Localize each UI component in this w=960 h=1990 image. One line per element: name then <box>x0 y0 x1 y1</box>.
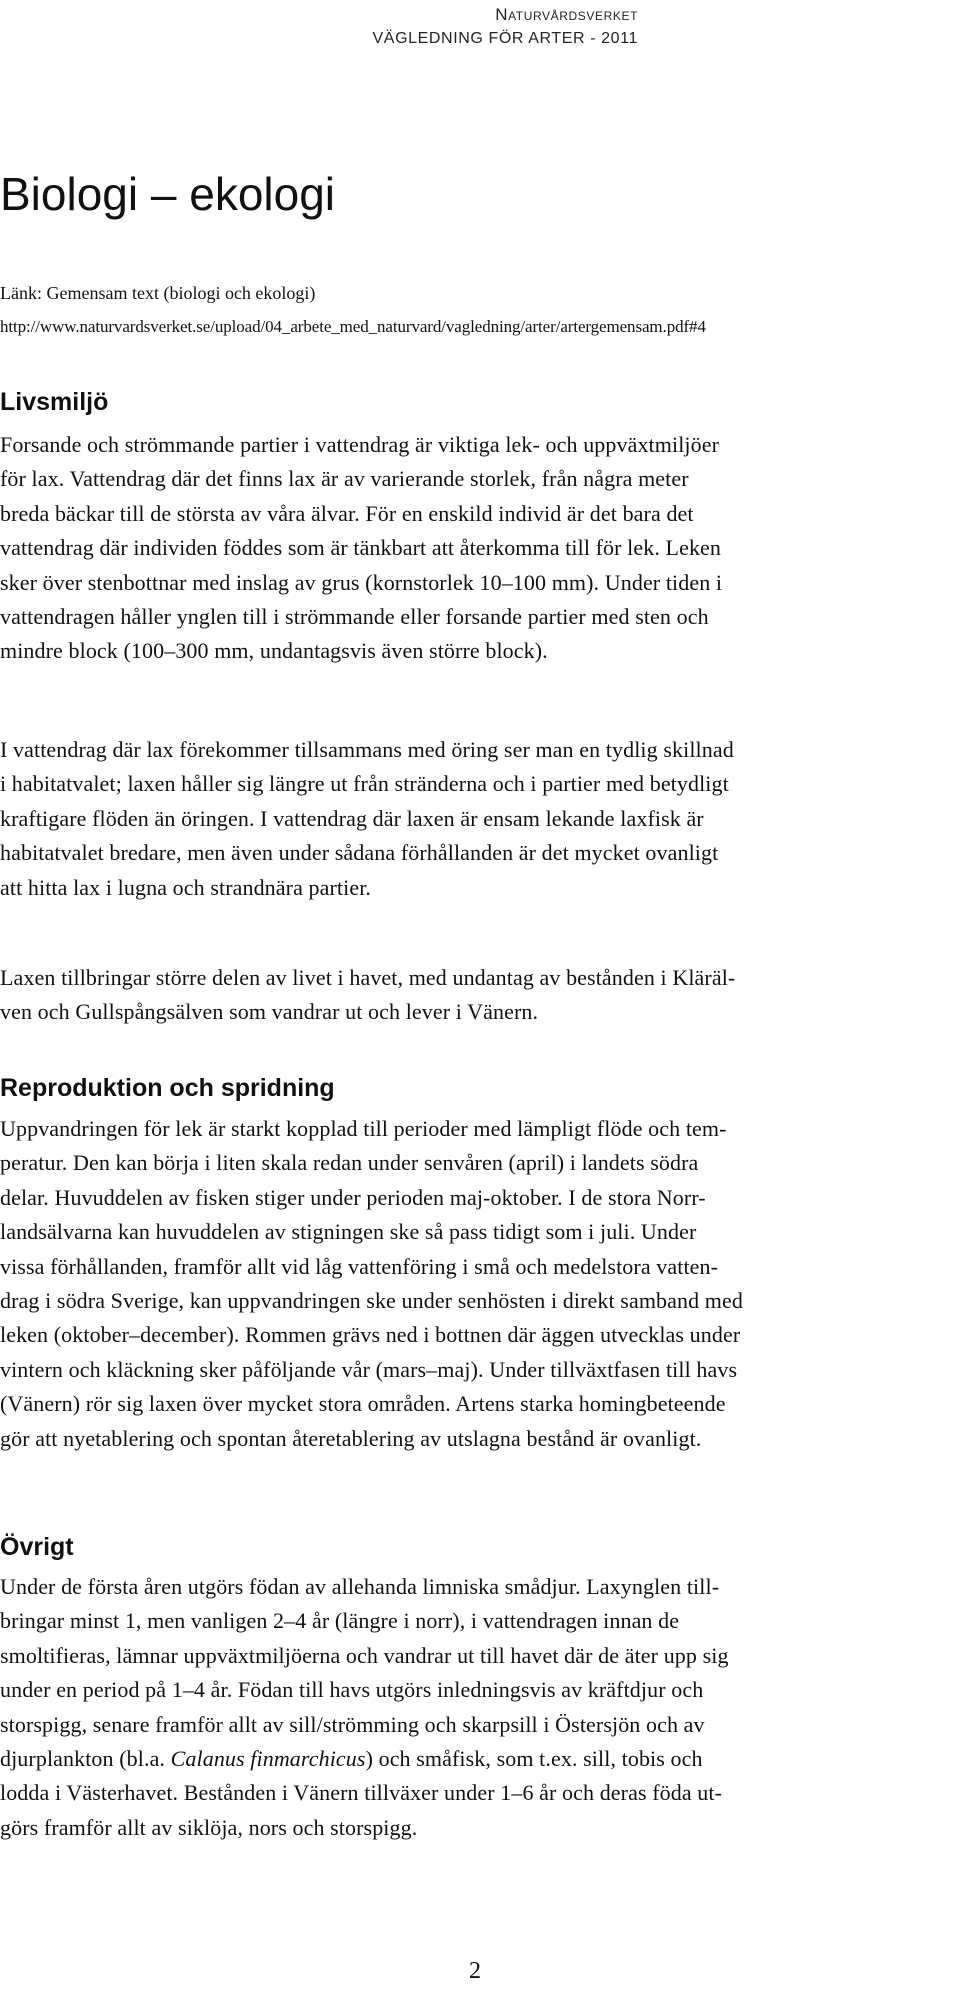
text-line: (Vänern) rör sig laxen över mycket stora områden. Artens starka homingbeteende <box>0 1391 726 1417</box>
text-line: att hitta lax i lugna och strandnära partier. <box>0 874 372 900</box>
text-line: smoltifieras, lämnar uppväxtmiljöerna och vandrar ut till havet där de äter upp sig <box>0 1642 729 1668</box>
text-line: kraftigare flöden än öringen. I vattendrag där laxen är ensam lekande laxfisk är <box>0 805 704 831</box>
text-line: vintern och kläckning sker påföljande vår (mars–maj). Under tillväxtfasen till havs <box>0 1356 738 1382</box>
text-line: Uppvandringen för lek är starkt kopplad till perioder med lämpligt flöde och tem- <box>0 1116 727 1141</box>
text-line: lodda i Västerhavet. Bestånden i Vänern tillväxer under 1–6 år och deras föda ut- <box>0 1780 723 1806</box>
link-label: Länk: Gemensam text (biologi och ekologi) <box>0 283 316 303</box>
text-segment: djurplankton (bl.a. <box>0 1746 171 1772</box>
text-segment: ) och småfisk, som t.ex. sill, tobis och <box>365 1746 703 1772</box>
text-line: bringar minst 1, men vanligen 2–4 år (längre i norr), i vattendragen innan de <box>0 1608 680 1634</box>
text-line: breda bäckar till de största av våra älvar. För en enskild individ är det bara det <box>0 500 694 526</box>
text-line: Under de första åren utgörs födan av allehanda limniska smådjur. Laxynglen till- <box>0 1574 720 1599</box>
text-line: vattendrag där individen föddes som är tänkbart att återkomma till för lek. Leken <box>0 535 722 561</box>
text-line: för lax. Vattendrag där det finns lax är av varierande storlek, från några meter <box>0 466 689 492</box>
page-number: 2 <box>469 1958 481 1984</box>
header-subtitle: VÄGLEDNING FÖR ARTER - 2011 <box>372 30 638 47</box>
text-line: i habitatvalet; laxen håller sig längre ut från stränderna och i partier med betydligt <box>0 771 729 797</box>
text-line: sker över stenbottnar med inslag av grus (kornstorlek 10–100 mm). Under tiden i <box>0 569 723 595</box>
paragraph-ovrigt-1 <box>0 1570 955 1845</box>
text-line: gör att nyetablering och spontan återetablering av utslagna bestånd är ovanligt. <box>0 1425 702 1451</box>
species-name-italic: Calanus finmarchicus <box>170 1746 366 1772</box>
text-line: under en period på 1–4 år. Födan till havs utgörs inledningsvis av kräftdjur och <box>0 1677 704 1703</box>
text-line: ven och Gullspångsälven som vandrar ut och lever i Vänern. <box>0 999 539 1025</box>
text-line: delar. Huvuddelen av fisken stiger under perioden maj-oktober. I de stora Norr- <box>0 1184 706 1210</box>
text-line: peratur. Den kan börja i liten skala redan under senvåren (april) i landets södra <box>0 1150 699 1176</box>
text-line: görs framför allt av siklöja, nors och storspigg. <box>0 1814 418 1840</box>
paragraph-livsmiljo-3 <box>0 961 955 1030</box>
page-title: Biologi – ekologi <box>0 168 336 220</box>
text-line: leken (oktober–december). Rommen grävs ned i bottnen där äggen utvecklas under <box>0 1322 741 1348</box>
page-header <box>373 3 638 51</box>
paragraph-reproduktion-1 <box>0 1112 955 1456</box>
text-line <box>0 1742 955 1776</box>
text-line: vissa förhållanden, framför allt vid låg vattenföring i små och medelstora vatten- <box>0 1253 719 1279</box>
text-line: habitatvalet bredare, men även under sådana förhållanden är det mycket ovanligt <box>0 840 719 866</box>
link-url[interactable]: http://www.naturvardsverket.se/upload/04_arbete_med_naturvard/vagledning/arter/artergemensam.pdf#4 <box>0 317 706 336</box>
paragraph-livsmiljo-2 <box>0 733 955 905</box>
header-org: Naturvårdsverket <box>495 5 638 24</box>
text-line: Laxen tillbringar större delen av livet i havet, med undantag av bestånden i Kläräl- <box>0 965 736 990</box>
text-line: mindre block (100–300 mm, undantagsvis även större block). <box>0 638 548 664</box>
section-heading-ovrigt: Övrigt <box>0 1533 74 1561</box>
section-heading-reproduktion: Reproduktion och spridning <box>0 1074 335 1102</box>
text-line: storspigg, senare framför allt av sill/strömming och skarpsill i Östersjön och av <box>0 1711 705 1737</box>
text-line: landsälvarna kan huvuddelen av stigningen ske så pass tidigt som i juli. Under <box>0 1219 697 1245</box>
text-line: drag i södra Sverige, kan uppvandringen ske under senhösten i direkt samband med <box>0 1288 743 1314</box>
section-heading-livsmiljo: Livsmiljö <box>0 388 109 416</box>
text-line: Forsande och strömmande partier i vattendrag är viktiga lek- och uppväxtmiljöer <box>0 432 720 457</box>
text-line: vattendragen håller ynglen till i strömmande eller forsande partier med sten och <box>0 604 709 630</box>
paragraph-livsmiljo-1 <box>0 428 955 669</box>
text-line: I vattendrag där lax förekommer tillsammans med öring ser man en tydlig skillnad <box>0 737 734 762</box>
